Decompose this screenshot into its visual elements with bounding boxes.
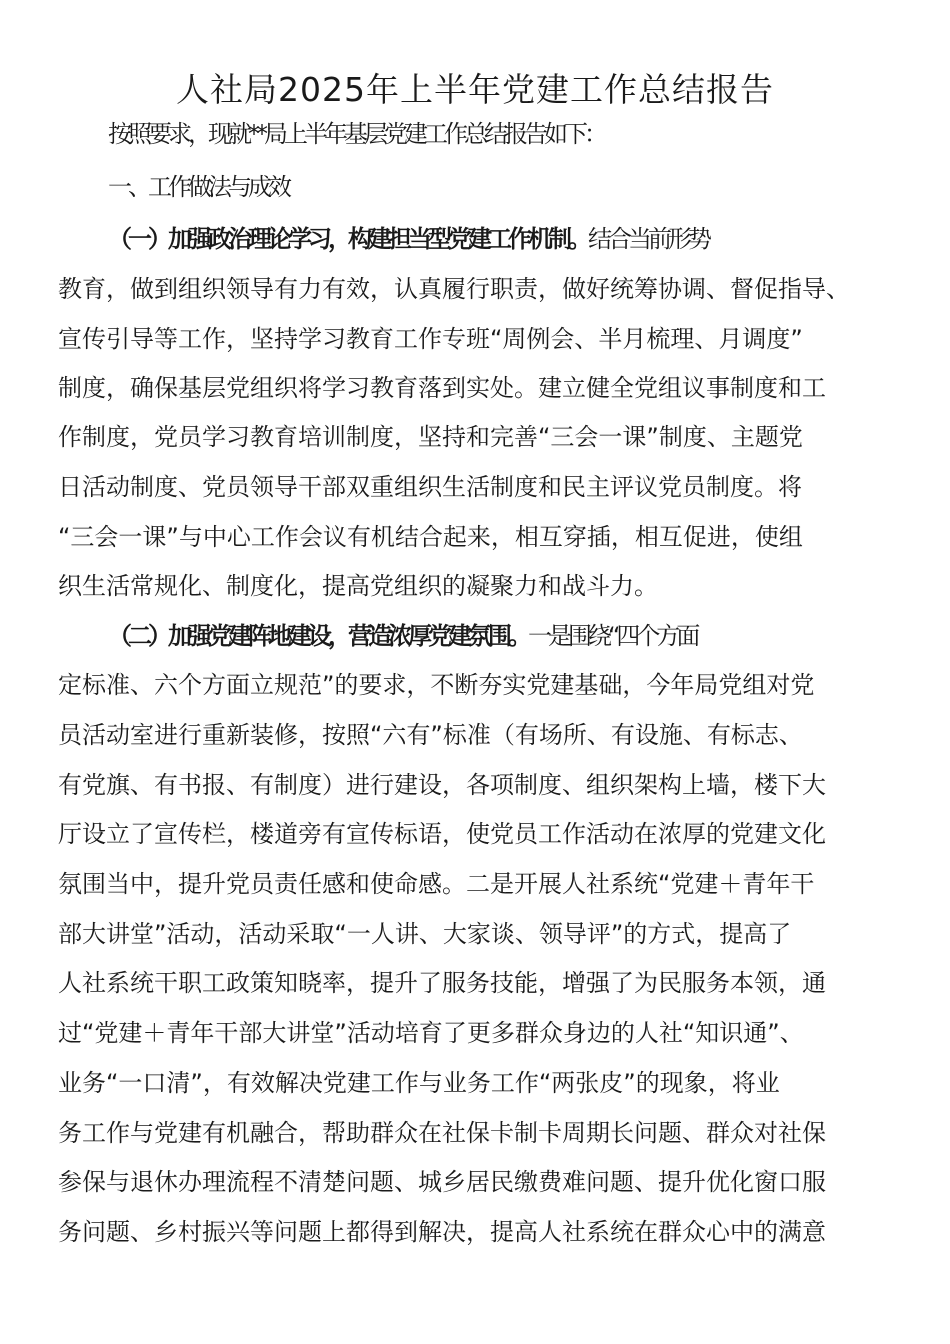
para2-line-3: 员活动室进行重新装修，按照“六有”标准（有场所、有设施、有标志、 [58,721,803,749]
para2-line-5: 厅设立了宣传栏，楼道旁有宣传标语，使党员工作活动在浓厚的党建文化 [58,820,826,848]
para1-line-2: 教育，做到组织领导有力有效，认真履行职责，做好统筹协调、督促指导、 [58,275,850,303]
para1-line-1 [108,221,942,257]
para1-line1-rest: 结合当前形势 [588,225,708,253]
document-title: 人社局2025年上半年党建工作总结报告 [176,70,774,109]
para2-line-11: 务工作与党建有机融合，帮助群众在社保卡制卡周期长问题、群众对社保 [58,1119,826,1147]
para1-line-5: 作制度，党员学习教育培训制度，坚持和完善“三会一课”制度、主题党 [58,423,803,451]
para1-heading: （一）加强政治理论学习，构建担当型党建工作机制。 [108,225,588,253]
para1-line-3: 宣传引导等工作，坚持学习教育工作专班“周例会、半月梳理、月调度” [58,325,803,353]
section-heading: 一、工作做法与成效 [108,173,288,201]
para1-line-7: “三会一课”与中心工作会议有机结合起来，相互穿插，相互促进，使组 [58,523,803,551]
para2-heading: （二）加强党建阵地建设，营造浓厚党建氛围。 [108,622,528,650]
para2-line-9: 过“党建＋青年干部大讲堂”活动培育了更多群众身边的人社“知识通”、 [58,1019,804,1047]
para2-line-1 [108,618,942,654]
intro-paragraph: 按照要求，现就**局上半年基层党建工作总结报告如下： [108,120,604,148]
para1-line-6: 日活动制度、党员领导干部双重组织生活制度和民主评议党员制度。将 [58,473,802,501]
para1-line-8: 织生活常规化、制度化，提高党组织的凝聚力和战斗力。 [58,572,658,600]
para2-line-6: 氛围当中，提升党员责任感和使命感。二是开展人社系统“党建＋青年干 [58,870,815,898]
para2-line-2: 定标准、六个方面立规范”的要求，不断夯实党建基础，今年局党组对党 [58,671,815,699]
para2-line-12: 参保与退休办理流程不清楚问题、城乡居民缴费难问题、提升优化窗口服 [58,1168,826,1196]
para2-line-8: 人社系统干职工政策知晓率，提升了服务技能，增强了为民服务本领，通 [58,969,826,997]
para2-line-10: 业务“一口清”，有效解决党建工作与业务工作“两张皮”的现象，将业 [58,1069,780,1097]
para2-line-13: 务问题、乡村振兴等问题上都得到解决，提高人社系统在群众心中的满意 [58,1218,826,1246]
para2-line-4: 有党旗、有书报、有制度）进行建设，各项制度、组织架构上墙，楼下大 [58,771,826,799]
para1-line-4: 制度，确保基层党组织将学习教育落到实处。建立健全党组议事制度和工 [58,374,826,402]
para2-line1-rest: 一是围绕“四个方面 [528,622,697,650]
para2-line-7: 部大讲堂”活动，活动采取“一人讲、大家谈、领导评”的方式，提高了 [58,920,792,948]
